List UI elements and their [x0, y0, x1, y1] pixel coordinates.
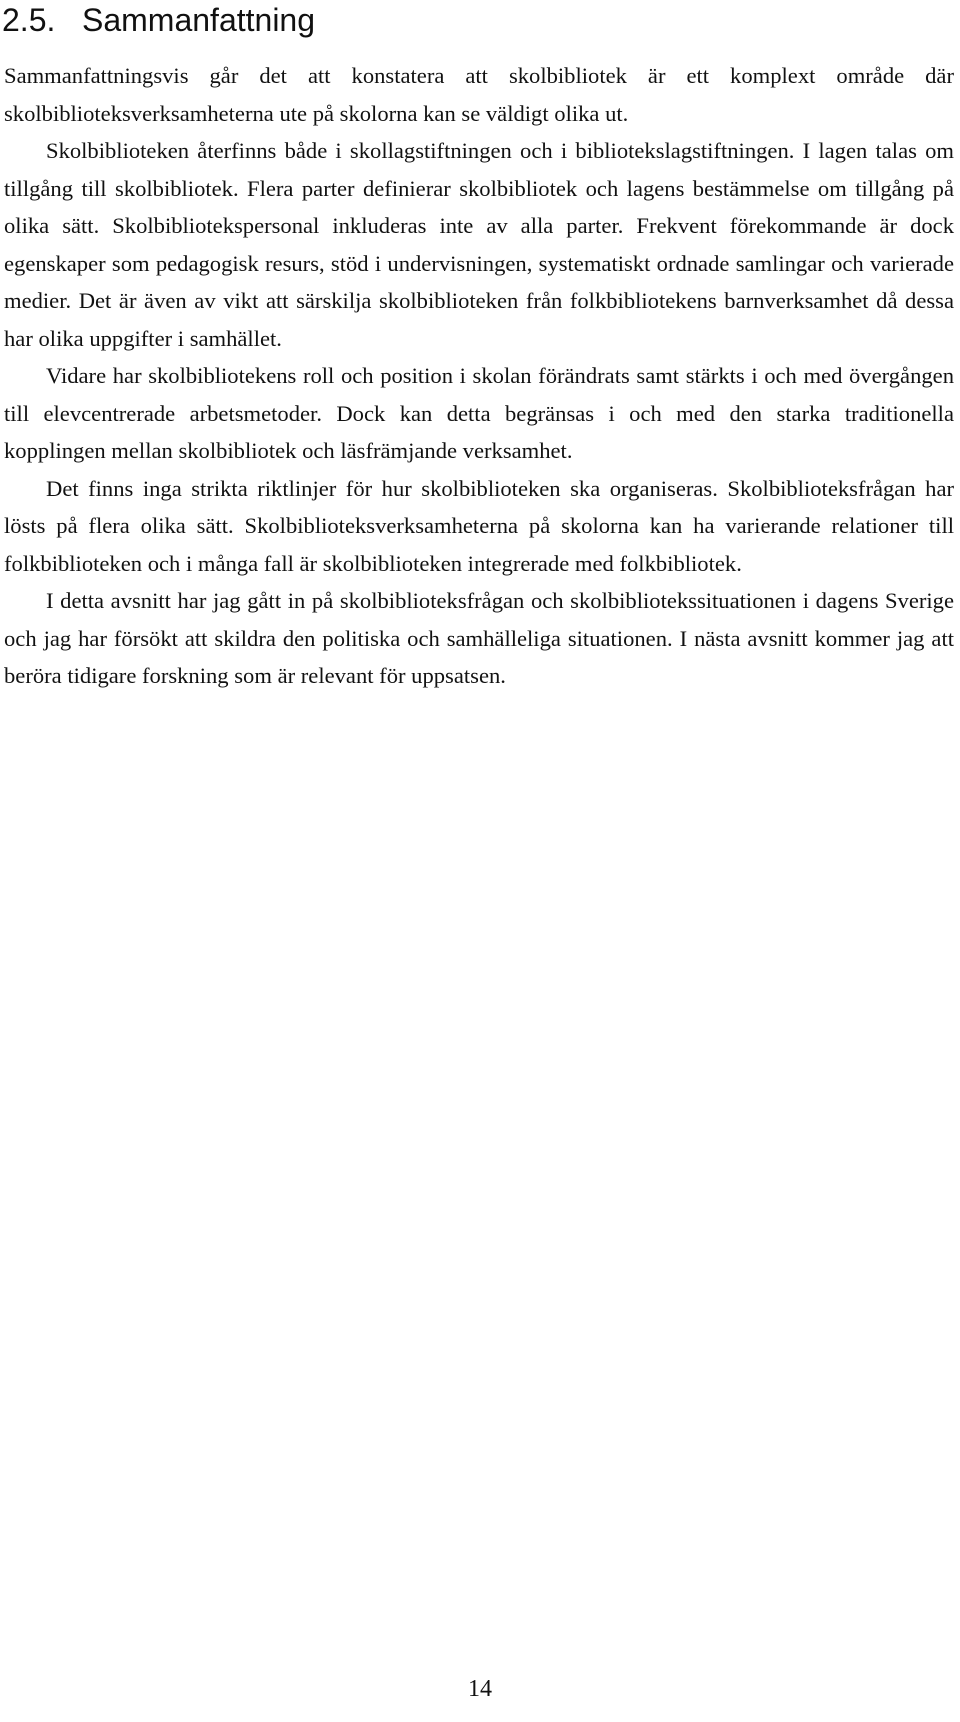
paragraph-legislation: Skolbiblioteken återfinns både i skollagstiftningen och i bibliotekslagstiftningen. I lagen talas om tillgång till skolbibliotek. Flera parter definierar skolbibliotek och lagens bestämmelse om tillgång på olika sätt. Skolbibliotekspersonal inkluderas inte av alla parter. Frekvent förekommande är dock egenskaper som pedagogisk resurs, stöd i undervisningen, systematiskt ordnade samlingar och varierade medier. Det är även av vikt att särskilja skolbiblioteken från folkbibliotekens barnverksamhet då dessa har olika uppgifter i samhället. — [4, 138, 954, 351]
section-heading — [2, 0, 315, 40]
section-number: 2.5. — [2, 2, 56, 38]
paragraph-conclusion: I detta avsnitt har jag gått in på skolbiblioteksfrågan och skolbibliotekssituationen i dagens Sverige och jag har försökt att skildra den politiska och samhälleliga situationen. I nästa avsnitt kommer jag att beröra tidigare forskning som är relevant för uppsatsen. — [4, 588, 954, 688]
section-body — [4, 57, 954, 695]
paragraph-role: Vidare har skolbibliotekens roll och position i skolan förändrats samt stärkts i och med övergången till elevcentrerade arbetsmetoder. Dock kan detta begränsas i och med den starka traditionella kopplingen mellan skolbibliotek och läsfrämjande verksamhet. — [4, 363, 954, 463]
paragraph-organisation: Det finns inga strikta riktlinjer för hur skolbiblioteken ska organiseras. Skolbiblioteksfrågan har lösts på flera olika sätt. Skolbiblioteksverksamheterna på skolorna kan ha varierande relationer till folkbiblioteken och i många fall är skolbiblioteken integrerade med folkbibliotek. — [4, 475, 954, 576]
page-number: 14 — [468, 1676, 492, 1702]
section-title: Sammanfattning — [82, 2, 316, 38]
paragraph-intro: Sammanfattningsvis går det att konstatera att skolbibliotek är ett komplext område där skolbiblioteksverksamheterna ute på skolorna kan se väldigt olika ut. — [4, 63, 954, 126]
